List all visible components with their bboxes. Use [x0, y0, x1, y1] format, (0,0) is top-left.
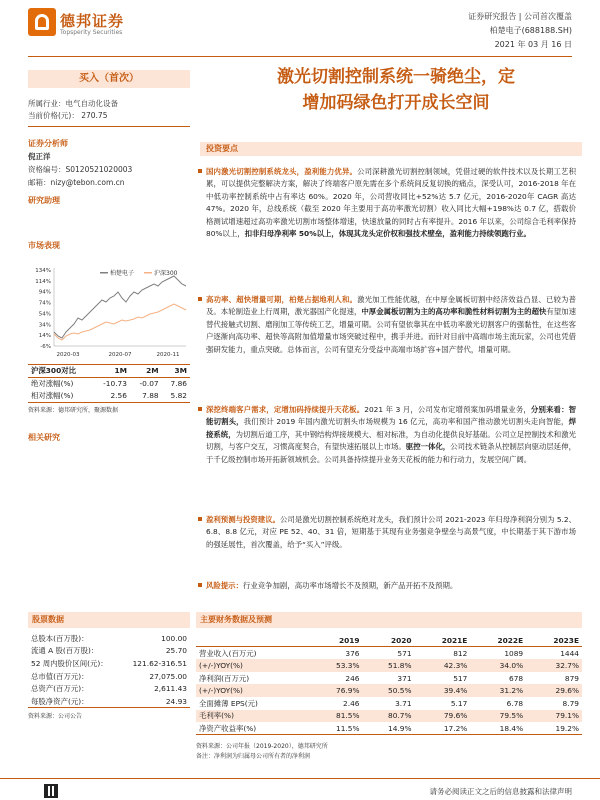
- legend-index-label: 沪深300: [154, 270, 178, 277]
- bullet-icon: [198, 407, 202, 411]
- perf-cell: 7.86: [170, 379, 187, 389]
- analyst-cert: 资格编号：S0120521020003: [28, 165, 133, 174]
- para-span: 国内激光切割控制系统龙头，盈利能力优异。: [206, 167, 358, 176]
- para-span: 公司是激光切割控制系统绝对龙头，我们预计公司 2021-2023 年归母净利润分别为 5.2、6.8、8.8 亿元，对应 PE 52、40、31 倍，短期基于其现有业务强竞争壁垒与高景气度，中长期基于其下游市场的强延展性，首次覆盖，给予“买入”评级。: [206, 515, 576, 549]
- current-price: 当前价格(元)： 270.75: [28, 111, 108, 120]
- perf-cell: -10.73: [103, 379, 127, 389]
- forecast-cell: 19.2%: [555, 723, 579, 733]
- forecast-cell: 371: [397, 673, 412, 683]
- forecast-cell: 517: [453, 673, 468, 683]
- forecast-row-label: (+/-)YOY(%): [199, 686, 243, 696]
- index-series-line: [54, 304, 186, 340]
- perf-cell: 绝对涨幅(%): [31, 379, 74, 389]
- forecast-cell: 8.79: [562, 698, 579, 708]
- forecast-source: 资料来源：公司年报（2019-2020），德邦研究所: [196, 743, 328, 750]
- stock-data-label: 股票数据: [28, 612, 190, 628]
- forecast-header-row: [196, 634, 582, 647]
- forecast-cell: 18.4%: [499, 723, 524, 733]
- forecast-header-cell: 2019: [338, 635, 360, 645]
- forecast-cell: 76.9%: [336, 686, 360, 696]
- bullet-icon: [198, 297, 202, 301]
- report-title: [210, 64, 582, 116]
- logo-en: Topsperity Securities: [60, 29, 123, 36]
- table-row: [196, 722, 582, 735]
- perf-source: 资料来源：德邦研究所，聚源数据: [28, 407, 119, 414]
- bullet-icon: [198, 517, 202, 521]
- forecast-cell: 5.17: [450, 698, 468, 708]
- forecast-cell: 3.71: [395, 698, 412, 708]
- para-span: 有望加速替代接触式切割、磨削加工等传统工艺，增量可期。公司有望依靠其在中低功率激光切割客户的强黏性，在这些客户逐渐向高功率、超快等高附加值增量市场突破过程中，携手并进。而针对目前中高端市场主流玩家，公司也凭借强研发能力，重点突破。总体而言，公司有望充分受益中高端市场扩容+国产替代，增量可期。: [206, 307, 576, 354]
- analyst-email[interactable]: 邮箱：nizy@tebon.com.cn: [28, 178, 125, 187]
- analyst-name: 倪正洋: [28, 152, 51, 161]
- legend-stock-swatch: [100, 272, 108, 274]
- forecast-row-label: 全面摊薄 EPS(元): [199, 698, 258, 708]
- table-row: [28, 657, 190, 670]
- para-span: 激光加工性能优越，在中厚金属板切割中经济效益凸显、已较为普及。本轮制造业上行周期，激光器国产化提速，: [206, 295, 576, 317]
- forecast-header-cell: 2020: [390, 635, 412, 645]
- para-span: 风险提示：: [206, 581, 243, 590]
- logo-cn: 德邦证券: [60, 12, 125, 30]
- stock-data-value: 27,075.00: [149, 671, 187, 681]
- forecast-row-label: 净利润(百万元): [199, 673, 250, 683]
- x-tick-label: 2020-11: [156, 352, 180, 358]
- forecast-cell: 571: [397, 648, 412, 658]
- forecast-cell: 79.1%: [555, 711, 579, 721]
- tebon-logo-icon: [28, 8, 56, 36]
- perf-header-cell: 1M: [114, 366, 127, 376]
- forecast-cell: 812: [453, 648, 468, 658]
- paragraph-5: [206, 580, 576, 592]
- rating-badge: 买入（首次）: [28, 70, 190, 88]
- forecast-cell: 31.2%: [499, 686, 524, 696]
- forecast-cell: 53.3%: [336, 660, 360, 670]
- forecast-cell: 42.3%: [443, 660, 468, 670]
- perf-cell: 7.88: [142, 391, 159, 401]
- performance-table: [28, 364, 190, 403]
- forecast-header-cell: [196, 634, 311, 647]
- para-span: 2021 年 3 月，公司发布定增预案加码增量业务，: [364, 405, 531, 414]
- table-row: [28, 645, 190, 658]
- perf-cell: -0.07: [139, 379, 159, 389]
- footer-disclaimer: 请务必阅读正文之后的信息披露和法律声明: [429, 787, 572, 796]
- forecast-cell: 1444: [560, 648, 579, 658]
- footer-divider: [0, 778, 600, 779]
- forecast-cell: 11.5%: [336, 723, 360, 733]
- table-row: [196, 659, 582, 672]
- forecast-cell: 79.5%: [499, 711, 524, 721]
- para-span: 行业竞争加剧，高功率市场增长不及预期，新产品开拓不及预期。: [242, 581, 458, 590]
- table-row: [196, 684, 582, 697]
- table-row: [28, 682, 190, 695]
- forecast-cell: 2.46: [343, 698, 360, 708]
- forecast-cell: 678: [509, 673, 524, 683]
- analyst-title: 证券分析师: [28, 139, 68, 148]
- assistant-title: 研究助理: [28, 196, 60, 205]
- forecast-cell: 376: [345, 648, 360, 658]
- legend-stock-label: 柏楚电子: [110, 270, 135, 277]
- x-tick-label: 2020-07: [108, 352, 132, 358]
- industry: 所属行业：电气自动化设备: [28, 99, 118, 108]
- forecast-row-label: (+/-)YOY(%): [199, 660, 243, 670]
- forecast-cell: 6.78: [506, 698, 524, 708]
- report-type: 证券研究报告 | 公司首次覆盖: [468, 12, 572, 21]
- stock-data-key: 总资产(百万元)：: [31, 684, 89, 694]
- forecast-header-cell: 2022E: [497, 635, 524, 645]
- y-tick-label: 94%: [38, 289, 51, 296]
- y-tick-label: 34%: [38, 322, 51, 329]
- related-title: 相关研究: [28, 433, 60, 442]
- para-span: 盈利预测与投资建议。: [206, 515, 281, 524]
- forecast-cell: 1089: [504, 648, 524, 658]
- stock-data-source: 资料来源：公司公告: [28, 713, 83, 720]
- forecast-row-label: 营业收入(百万元): [199, 648, 257, 658]
- forecast-cell: 79.6%: [443, 711, 468, 721]
- perf-cell: 5.82: [170, 391, 187, 401]
- para-span: 我们预计 2019 年国内激光切割头市场规模为 16 亿元，高功率和国产推动激光切割头走向智能，: [243, 417, 569, 427]
- forecast-cell: 81.5%: [336, 711, 360, 721]
- forecast-cell: 879: [564, 673, 579, 683]
- y-tick-label: 54%: [38, 311, 51, 318]
- para-span: 公司深耕激光切割控制领域，凭借过硬的软件技术以及长期工艺积累，可以提供完整解决方案，解决了终端客户原先需在多个系统间反复切换的痛点，深受认可，2016-2018 年在中低功率控制系统中占有率达 60%。2020 年，公司营收同比+52%达 5.7 亿元，2016-2020年 CAGR 高达 47%。2020 年，总线系统（截至 2020 年主要用于高功率激光切割）收入同比大幅+198%达 0.7 亿，搭载价格测试增速超过高功率激光切割市场整体增速，快速放量的同时占有率提升。2016 年以来，公司综合毛利率保持 80%以上，: [206, 167, 576, 239]
- title-line-2: 增加码绿色打开成长空间: [302, 93, 490, 113]
- bullet-icon: [198, 169, 202, 173]
- table-row: [28, 390, 190, 403]
- stock-data-value: 100.00: [161, 633, 187, 643]
- forecast-cell: 50.5%: [388, 686, 412, 696]
- table-row: [28, 695, 190, 708]
- para-span: 驱控一体化，: [405, 442, 451, 452]
- forecast-cell: 29.6%: [555, 686, 579, 696]
- y-tick-label: 114%: [35, 278, 51, 285]
- table-row: [28, 670, 190, 683]
- perf-header-cell: 3M: [174, 366, 187, 376]
- qr-code-icon: [44, 784, 58, 798]
- para-span: 分别来看：智能切割头，: [206, 405, 576, 427]
- stock-data-key: 每股净资产(元)：: [31, 696, 89, 706]
- report-date: 2021 年 03 月 16 日: [494, 40, 572, 49]
- market-title: 市场表现: [28, 241, 60, 250]
- table-row: [28, 377, 190, 390]
- forecast-cell: 14.9%: [388, 723, 412, 733]
- forecast-row-label: 净资产收益率(%): [199, 723, 257, 733]
- para-span: 深挖终端客户需求，定增加码持续提升天花板。: [206, 405, 365, 414]
- table-row: [28, 632, 190, 645]
- stock-series-line: [54, 276, 186, 338]
- para-span: 公司技术链条从控制层向驱动层延伸，于千亿级控制市场开拓新领域机会。公司具备持续提升业务天花板的能力和行动力，发展空间广阔。: [206, 442, 576, 464]
- title-line-1: 激光切割控制系统一骑绝尘，定: [277, 67, 515, 87]
- y-tick-label: 14%: [38, 333, 51, 340]
- stock-data-table: [28, 632, 190, 708]
- bullet-icon: [198, 583, 202, 587]
- forecast-cell: 34.0%: [499, 660, 524, 670]
- paragraph-2: [206, 294, 576, 356]
- para-span: 中厚金属板切割为主的高功率和脆性材料切割为主的超快: [361, 307, 547, 317]
- paragraph-1: [206, 166, 576, 240]
- forecast-cell: 17.2%: [443, 723, 468, 733]
- perf-cell: 相对涨幅(%): [31, 391, 74, 401]
- forecast-cell: 51.8%: [388, 660, 412, 670]
- header-divider: [28, 56, 572, 57]
- table-row: [196, 647, 582, 660]
- legend-index-swatch: [144, 272, 152, 274]
- para-span: 焊接系统，: [206, 417, 576, 439]
- paragraph-4: [206, 514, 576, 551]
- y-tick-label: 134%: [35, 268, 51, 274]
- forecast-row-label: 毛利率(%): [199, 711, 234, 721]
- stock-data-key: 总股本(百万股)：: [31, 633, 89, 643]
- forecast-cell: 246: [345, 673, 360, 683]
- x-tick-label: 2020-03: [56, 352, 80, 358]
- forecast-header-cell: 2023E: [553, 635, 579, 645]
- forecast-table: [196, 634, 582, 735]
- para-span: 扣非归母净利率 50%以上，体现其龙头定价权和强技术壁垒，盈利能力持续领跑行业。: [244, 229, 531, 239]
- table-row: [196, 710, 582, 723]
- performance-chart: [28, 262, 190, 360]
- perf-header-row: [28, 365, 190, 378]
- stock-data-key: 总市值(百万元)：: [31, 671, 89, 681]
- table-row: [196, 672, 582, 685]
- para-span: 为切割后道工序，其中钢结构焊接规模大、相对标准，为自动化提供良好基础。公司立足控制技术和激光切割，与客户交互，习惯高度契合，有望快速拓展以上市场。: [206, 429, 576, 452]
- forecast-cell: 32.7%: [555, 660, 579, 670]
- paragraph-3: [206, 404, 576, 466]
- stock-data-value: 2,611.43: [154, 684, 187, 694]
- stock-name: 柏楚电子(688188.SH): [489, 26, 572, 35]
- stock-data-key: 流通 A 股(百万股)：: [31, 646, 99, 656]
- stock-data-value: 24.93: [165, 696, 187, 706]
- y-tick-label: -6%: [40, 344, 51, 350]
- forecast-note: 备注：净利润为归属母公司所有者的净利润: [196, 753, 311, 760]
- forecast-cell: 39.4%: [443, 686, 468, 696]
- y-tick-label: 74%: [38, 300, 51, 307]
- sidebar-divider: [28, 126, 190, 127]
- stock-data-value: 121.62-316.51: [132, 658, 187, 668]
- forecast-header-cell: 2021E: [441, 635, 468, 645]
- stock-data-value: 25.70: [165, 646, 187, 656]
- forecast-label: 主要财务数据及预测: [196, 612, 582, 628]
- table-row: [196, 697, 582, 710]
- para-span: 高功率、超快增量可期，柏楚占据地利人和。: [206, 295, 358, 304]
- perf-header-cell: 2M: [146, 366, 159, 376]
- stock-data-key: 52 周内股价区间(元)：: [31, 658, 108, 668]
- forecast-cell: 80.7%: [388, 711, 412, 721]
- perf-cell: 2.56: [110, 391, 127, 401]
- summary-label: 投资要点: [200, 142, 582, 156]
- perf-header-cell: 沪深300对比: [31, 366, 76, 376]
